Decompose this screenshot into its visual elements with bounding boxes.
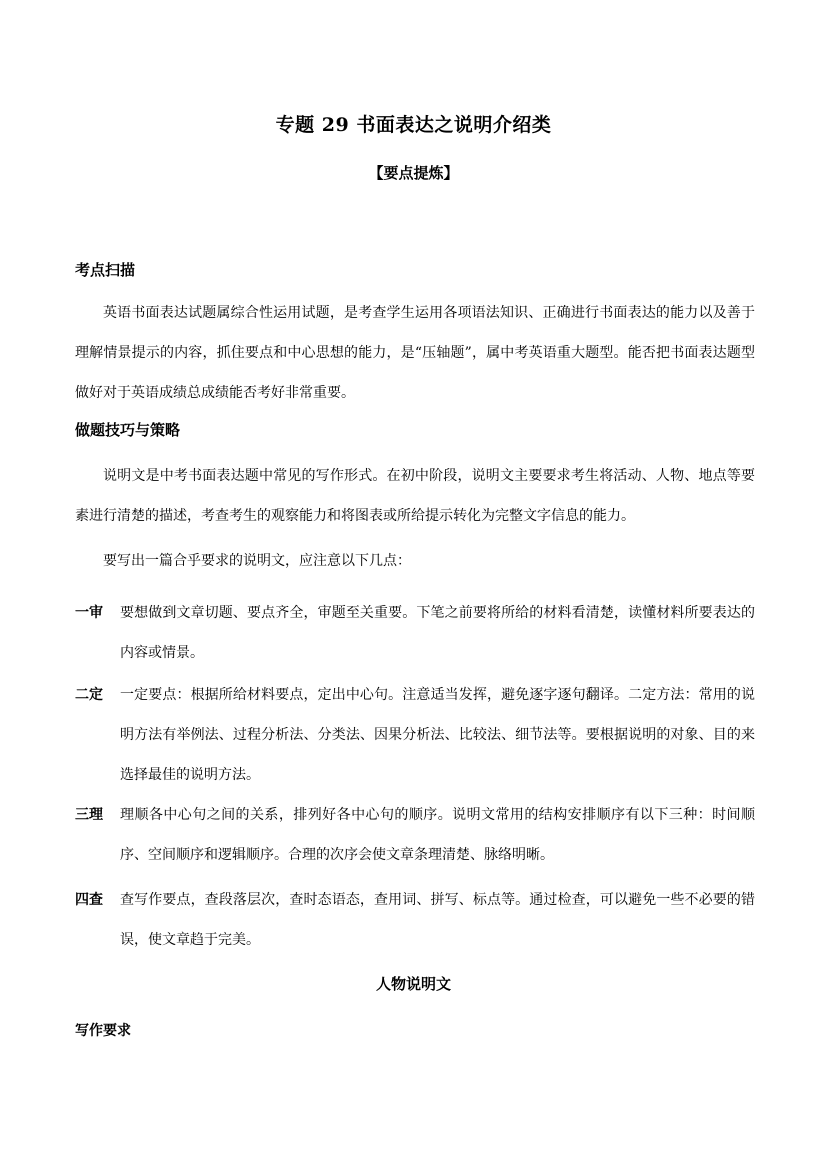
document-title: 专题 29 书面表达之说明介绍类 (275, 114, 552, 136)
person-section-title: 人物说明文 (375, 975, 451, 993)
step-item (75, 795, 755, 875)
skills-paragraph-1: 说明文是中考书面表达题中常见的写作形式。在初中阶段，说明文主要要求考生将活动、人物、地点等要素进行清楚的描述，考查考生的观察能力和将图表或所给提示转化为完整文字信息的能力。 (75, 468, 755, 524)
scan-paragraph: 英语书面表达试题属综合性运用试题，是考查学生运用各项语法知识、正确进行书面表达的能力以及善于理解情景提示的内容，抓住要点和中心思想的能力，是“压轴题”，属中考英语重大题型。能否把书面表达题型做好对于英语成绩总成绩能否考好非常重要。 (75, 305, 755, 401)
step-text: 理顺各中心句之间的关系，排列好各中心句的顺序。说明文常用的结构安排顺序有以下三种：时间顺序、空间顺序和逻辑顺序。合理的次序会使文章条理清楚、脉络明晰。 (120, 807, 755, 863)
step-item (75, 880, 755, 960)
step-item (75, 593, 755, 673)
step-label: 一审 (75, 605, 103, 621)
step-text: 一定要点：根据所给材料要点，定出中心句。注意适当发挥，避免逐字逐句翻译。二定方法：常用的说明方法有举例法、过程分析法、分类法、因果分析法、比较法、细节法等。要根据说明的对象、目的来选择最佳的说明方法。 (120, 687, 755, 783)
step-text: 要想做到文章切题、要点齐全，审题至关重要。下笔之前要将所给的材料看清楚，读懂材料所要表达的内容或情景。 (120, 605, 755, 661)
section-heading-scan: 考点扫描 (75, 261, 136, 279)
document-subtitle: 【要点提炼】 (368, 164, 459, 182)
step-label: 三理 (75, 807, 103, 823)
skills-paragraph-2: 要写出一篇合乎要求的说明文，应注意以下几点： (103, 553, 411, 569)
step-label: 二定 (75, 687, 103, 703)
section-heading-skills: 做题技巧与策略 (75, 421, 181, 439)
step-label: 四查 (75, 892, 103, 908)
requirements-heading: 写作要求 (75, 1023, 131, 1039)
step-text: 查写作要点，查段落层次，查时态语态，查用词、拼写、标点等。通过检查，可以避免一些不必要的错误，使文章趋于完美。 (120, 892, 755, 948)
step-item (75, 675, 755, 795)
